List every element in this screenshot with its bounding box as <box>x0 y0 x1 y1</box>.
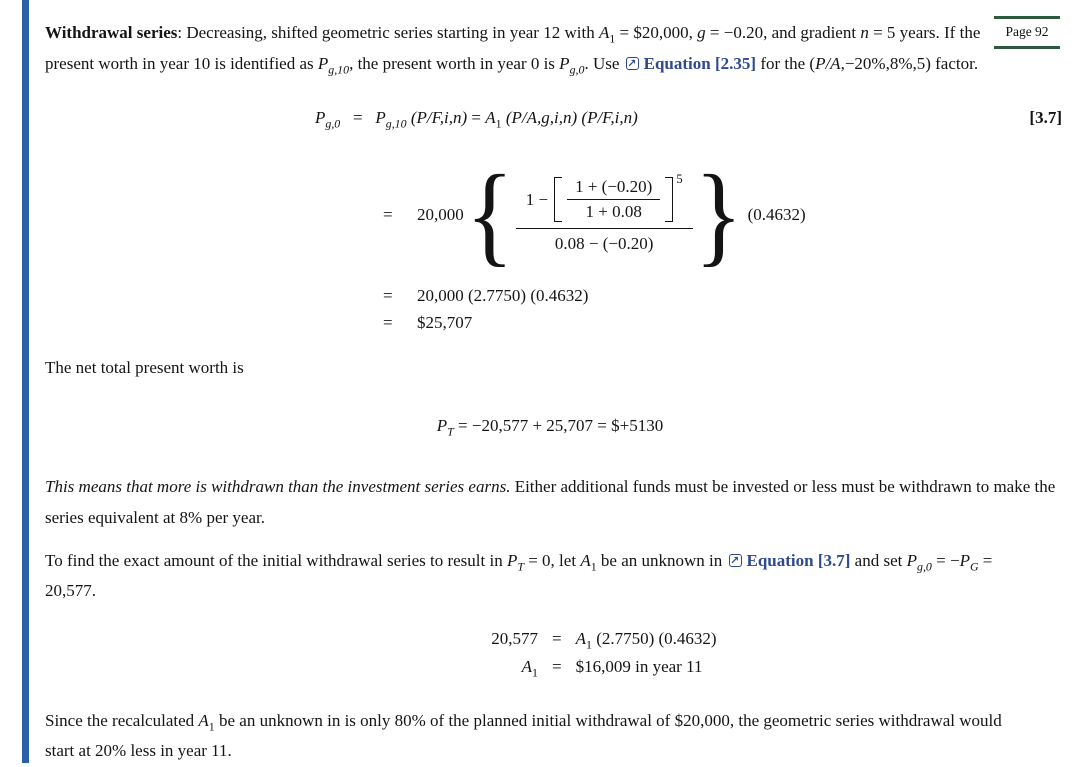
exponent: 5 <box>676 172 683 187</box>
equation-step-2 <box>383 282 1078 310</box>
external-link-icon <box>729 554 742 567</box>
lhs: $A_1$ <box>521 657 538 680</box>
page-number-badge <box>994 16 1060 49</box>
page-number-label: Page 92 <box>1005 24 1049 39</box>
find-exact-paragraph: To find the exact amount of the initial withdrawal series to result in $P_T = 0$, let $A_1$ be an unknown in ↗Equation [3.7] and set $P_{g,0} = -P_G = 20,577$. <box>45 546 1037 608</box>
equals-sign: = <box>383 285 393 305</box>
equation-3-7-row <box>45 106 1078 130</box>
equation-row <box>482 625 1078 653</box>
inner-numerator: 1 + (−0.20) <box>567 177 660 200</box>
a1-solution-equations <box>482 625 1078 681</box>
rhs: $16,009 in year 11 <box>575 657 703 677</box>
equals-sign: = <box>552 657 562 677</box>
equals-sign: = <box>552 629 562 649</box>
right-bracket <box>665 177 673 222</box>
inner-denominator: 1 + 0.08 <box>585 202 642 222</box>
equation-step-3 <box>383 309 1078 337</box>
left-brace: { <box>465 151 514 277</box>
main-numerator <box>516 172 693 229</box>
main-denominator: 0.08 − (−0.20) <box>554 234 654 254</box>
equation-link[interactable]: Equation [3.7] <box>746 550 851 570</box>
lhs: 20,577 <box>491 629 538 649</box>
equation-row <box>482 653 1078 681</box>
trailing-factor: (0.4632) <box>747 204 806 224</box>
main-fraction <box>516 172 693 254</box>
right-brace: } <box>694 151 743 277</box>
accent-bar <box>22 0 29 763</box>
conclusion-paragraph: Since the recalculated $A_1$ be an unknown in is only 80% of the planned initial withdrawal of $20,000, the geometric series withdrawal would start at 20% less in year 11. <box>45 710 1002 761</box>
intro-paragraph: Withdrawal series: Decreasing, shifted geometric series starting in year 12 with $A_1$ = $20,000, g = −0.20, and gradient n = 5 years. If the present worth in year 10 is identified as $P_{g,10}$, the present worth in year 0 is $P_{g,0}$. Use ↗Equation [2.35] for the (P/A,−20%,8%,5) factor. <box>45 18 993 80</box>
equation-number-label: [3.7] <box>1029 107 1062 127</box>
big-fraction-equation <box>383 151 1078 277</box>
equals-sign: = <box>383 204 393 224</box>
equation-step-2-text: 20,000 (2.7750) (0.4632) <box>417 285 589 305</box>
page-content <box>45 0 1078 763</box>
equation-link[interactable]: Equation [2.35] <box>643 53 757 73</box>
pt-equation: $P_T = -20,577 + 25,707$ = $+5130 <box>436 415 664 439</box>
equals-sign: = <box>383 313 393 333</box>
inner-fraction <box>567 177 660 222</box>
external-link-icon <box>626 57 639 70</box>
equation-3-7: $P_{g,0} = P_{g,10}$ $(P/F,i,n) = A_1$ (P/A,g,i,n) (P/F,i,n) <box>315 107 638 131</box>
left-bracket <box>554 177 562 222</box>
coefficient: 20,000 <box>417 204 464 224</box>
one-minus-term: 1 − <box>525 189 549 209</box>
equation-step-3-text: $25,707 <box>417 313 473 333</box>
net-worth-text: The net total present worth is <box>45 357 244 377</box>
interpretation-paragraph: This means that more is withdrawn than the investment series earns. Either additional funds must be invested or less must be withdrawn to make the series equivalent at 8% per year. <box>45 476 1056 527</box>
rhs: $A_1$ (2.7750) (0.4632) <box>575 629 717 652</box>
